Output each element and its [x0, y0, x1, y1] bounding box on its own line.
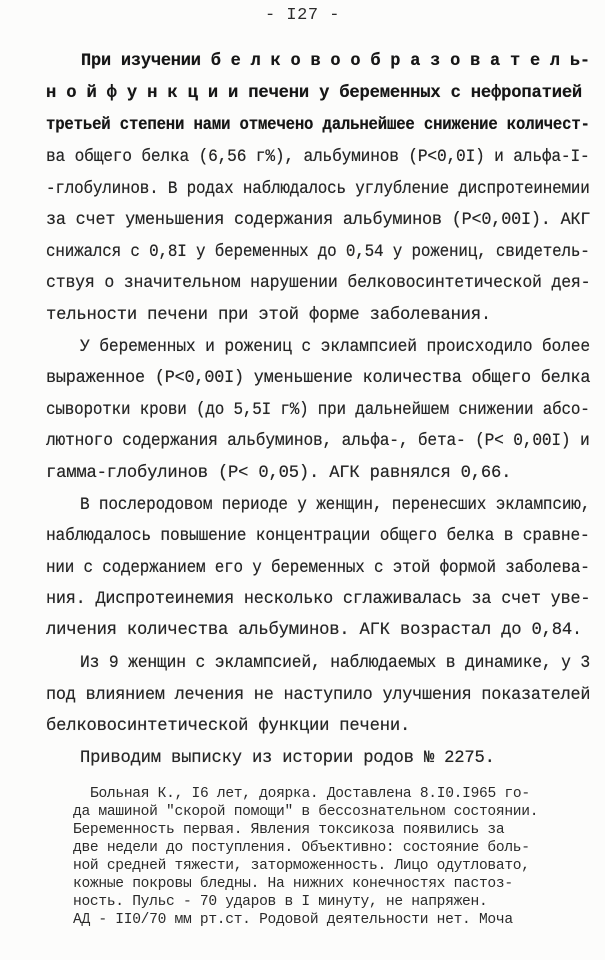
text-line: третьей степени нами отмечено дальнейшее снижение количест- — [46, 116, 590, 135]
text-line: тельности печени при этой форме заболевания. — [46, 306, 492, 325]
case-line: кожные покровы бледны. На нижних конечностях пастоз- — [73, 876, 513, 892]
case-line: две недели до поступления. Объективно: состояние боль- — [73, 840, 530, 856]
case-line: АД - II0/70 мм рт.ст. Родовой деятельности нет. Моча — [73, 912, 513, 928]
text-line: Приводим выписку из истории родов № 2275. — [80, 749, 495, 768]
text-line: снижался с 0,8I у беременных до 0,54 у рожениц, свидетель- — [46, 243, 590, 262]
case-line: Больная К., I6 лет, доярка. Доставлена 8.I0.I965 го- — [90, 786, 530, 802]
text-line: под влиянием лечения не наступило улучшения показателей — [46, 686, 591, 705]
text-line: личения количества альбуминов. АГК возрастал до 0,84. — [46, 621, 583, 640]
case-line: ной средней тяжести, заторможенность. Лицо одутловато, — [73, 858, 530, 874]
text-line: -глобулинов. В родах наблюдалось углубление диспротеинемии — [46, 180, 590, 199]
text-line: ва общего белка (6,56 г%), альбуминов (Р<0,0I) и альфа-I- — [46, 148, 590, 167]
text-line: белковосинтетической функции печени. — [46, 717, 411, 736]
text-line: У беременных и рожениц с эклампсией происходило более — [80, 338, 591, 357]
text-line: В послеродовом периоде у женщин, перенесших эклампсию, — [80, 496, 591, 515]
text-line: гамма-глобулинов (Р< 0,05). АГК равнялся 0,66. — [46, 464, 512, 483]
text-line: ствуя о значительном нарушении белковосинтетической дея- — [46, 274, 591, 293]
text-line: При изучении б е л к о в о о б р а з о в а т е л ь- — [81, 52, 590, 71]
case-line: да машиной "скорой помощи" в бессознательном состоянии. — [73, 804, 539, 820]
page-number: - I27 - — [265, 6, 340, 25]
case-line: ность. Пульс - 70 ударов в I минуту, не напряжен. — [73, 894, 488, 910]
text-line: наблюдалось повышение концентрации общего белка в сравне- — [46, 527, 590, 546]
text-line: сыворотки крови (до 5,5I г%) при дальнейшем снижении абсо- — [46, 401, 590, 420]
text-line: нии с содержанием его у беременных с этой формой заболева- — [46, 559, 590, 578]
text-line: выраженное (Р<0,00I) уменьшение количества общего белка — [46, 369, 591, 388]
case-line: Беременность первая. Явления токсикоза появились за — [73, 822, 505, 838]
text-line: за счет уменьшения содержания альбуминов (Р<0,00I). АКГ — [46, 211, 591, 230]
text-line: Из 9 женщин с эклампсией, наблюдаемых в динамике, у 3 — [80, 654, 591, 673]
text-line: лютного содержания альбуминов, альфа-, бета- (Р< 0,00I) и — [46, 432, 590, 451]
text-line: ния. Диспротеинемия несколько сглаживалась за счет уве- — [46, 590, 591, 609]
text-line: н о й ф у н к ц и и печени у беременных с нефропатией — [46, 84, 583, 103]
